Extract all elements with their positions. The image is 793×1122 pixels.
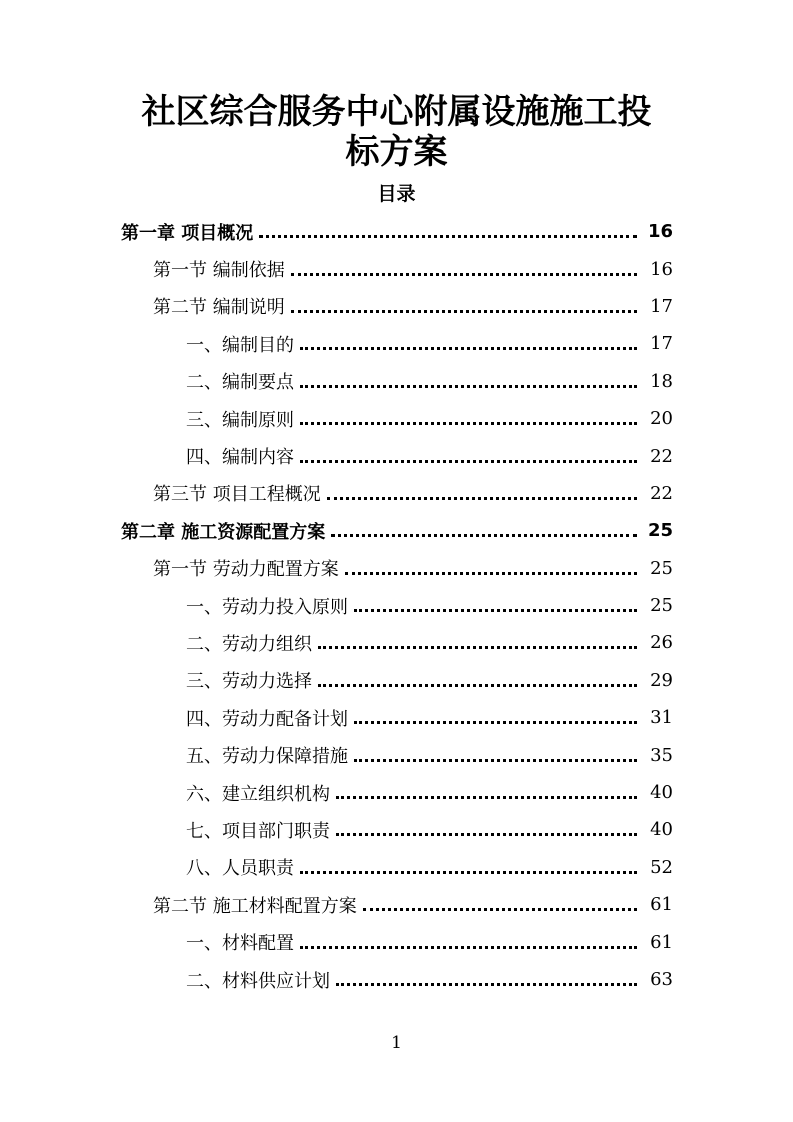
toc-subsection-entry[interactable] bbox=[0, 774, 793, 811]
toc-entry-label: 第一节 劳动力配置方案 bbox=[153, 559, 339, 581]
toc-subsection-entry[interactable] bbox=[0, 736, 793, 773]
toc-entry-page-number: 22 bbox=[650, 445, 673, 467]
toc-dot-leader bbox=[354, 721, 637, 724]
toc-entry-label: 三、编制原则 bbox=[186, 409, 294, 431]
toc-dot-leader bbox=[354, 609, 637, 612]
toc-subsection-entry[interactable] bbox=[0, 400, 793, 437]
toc-entry-label: 第一章 项目概况 bbox=[121, 222, 254, 244]
toc-entry-page-number: 40 bbox=[650, 782, 673, 804]
toc-entry-page-number: 25 bbox=[650, 557, 673, 579]
toc-entry-label: 二、材料供应计划 bbox=[186, 970, 330, 992]
toc-subsection-entry[interactable] bbox=[0, 811, 793, 848]
table-of-contents bbox=[0, 213, 793, 998]
toc-entry-label: 八、人员职责 bbox=[186, 858, 294, 880]
toc-dot-leader bbox=[300, 946, 637, 949]
toc-dot-leader bbox=[331, 534, 637, 537]
toc-dot-leader bbox=[345, 572, 637, 575]
toc-subsection-entry[interactable] bbox=[0, 437, 793, 474]
document-title-line-2: 标方案 bbox=[345, 132, 448, 172]
toc-dot-leader bbox=[336, 983, 637, 986]
toc-entry-page-number: 26 bbox=[650, 632, 673, 654]
toc-subsection-entry[interactable] bbox=[0, 849, 793, 886]
toc-entry-page-number: 61 bbox=[650, 931, 673, 953]
toc-entry-page-number: 16 bbox=[650, 258, 673, 280]
toc-entry-label: 第二章 施工资源配置方案 bbox=[121, 521, 326, 543]
toc-dot-leader bbox=[300, 871, 637, 874]
toc-subsection-entry[interactable] bbox=[0, 699, 793, 736]
toc-entry-page-number: 20 bbox=[650, 408, 673, 430]
toc-entry-label: 一、编制目的 bbox=[186, 334, 294, 356]
toc-entry-label: 三、劳动力选择 bbox=[186, 671, 312, 693]
toc-entry-label: 七、项目部门职责 bbox=[186, 820, 330, 842]
toc-chapter-entry[interactable] bbox=[0, 213, 793, 250]
toc-dot-leader bbox=[354, 759, 637, 762]
toc-entry-label: 一、劳动力投入原则 bbox=[186, 596, 348, 618]
toc-dot-leader bbox=[291, 310, 637, 313]
toc-subsection-entry[interactable] bbox=[0, 363, 793, 400]
toc-entry-page-number: 17 bbox=[650, 295, 673, 317]
toc-entry-page-number: 52 bbox=[650, 856, 673, 878]
toc-dot-leader bbox=[300, 347, 637, 350]
toc-entry-page-number: 16 bbox=[647, 221, 673, 243]
toc-entry-label: 一、材料配置 bbox=[186, 933, 294, 955]
toc-section-entry[interactable] bbox=[0, 475, 793, 512]
toc-entry-label: 四、劳动力配备计划 bbox=[186, 708, 348, 730]
toc-section-entry[interactable] bbox=[0, 886, 793, 923]
toc-entry-label: 五、劳动力保障措施 bbox=[186, 746, 348, 768]
toc-dot-leader bbox=[336, 796, 637, 799]
toc-entry-page-number: 17 bbox=[650, 333, 673, 355]
toc-entry-label: 第三节 项目工程概况 bbox=[153, 484, 321, 506]
toc-entry-page-number: 61 bbox=[650, 894, 673, 916]
toc-entry-label: 第二节 编制说明 bbox=[153, 297, 285, 319]
toc-dot-leader bbox=[318, 684, 637, 687]
toc-entry-page-number: 25 bbox=[647, 520, 673, 542]
toc-subsection-entry[interactable] bbox=[0, 325, 793, 362]
toc-dot-leader bbox=[327, 497, 637, 500]
toc-section-entry[interactable] bbox=[0, 250, 793, 287]
toc-entry-page-number: 35 bbox=[650, 744, 673, 766]
document-title-line-1: 社区综合服务中心附属设施施工投 bbox=[141, 92, 652, 132]
toc-dot-leader bbox=[363, 908, 637, 911]
page-number: 1 bbox=[391, 1033, 402, 1053]
toc-subsection-entry[interactable] bbox=[0, 662, 793, 699]
toc-dot-leader bbox=[300, 460, 637, 463]
toc-subsection-entry[interactable] bbox=[0, 923, 793, 960]
toc-entry-label: 六、建立组织机构 bbox=[186, 783, 330, 805]
document-title bbox=[0, 92, 793, 172]
toc-entry-page-number: 40 bbox=[650, 819, 673, 841]
toc-entry-label: 四、编制内容 bbox=[186, 447, 294, 469]
toc-dot-leader bbox=[291, 273, 637, 276]
toc-subsection-entry[interactable] bbox=[0, 587, 793, 624]
toc-dot-leader bbox=[300, 422, 637, 425]
toc-section-entry[interactable] bbox=[0, 550, 793, 587]
toc-entry-page-number: 18 bbox=[650, 370, 673, 392]
toc-entry-page-number: 25 bbox=[650, 595, 673, 617]
toc-dot-leader bbox=[318, 646, 637, 649]
toc-entry-label: 二、劳动力组织 bbox=[186, 633, 312, 655]
toc-subsection-entry[interactable] bbox=[0, 624, 793, 661]
toc-dot-leader bbox=[259, 235, 637, 238]
toc-entry-label: 第二节 施工材料配置方案 bbox=[153, 895, 357, 917]
toc-entry-label: 第一节 编制依据 bbox=[153, 260, 285, 282]
toc-entry-page-number: 63 bbox=[650, 969, 673, 990]
toc-chapter-entry[interactable] bbox=[0, 512, 793, 549]
toc-dot-leader bbox=[336, 833, 637, 836]
toc-entry-page-number: 29 bbox=[650, 669, 673, 691]
toc-section-entry[interactable] bbox=[0, 288, 793, 325]
toc-entry-label: 二、编制要点 bbox=[186, 372, 294, 394]
toc-entry-page-number: 31 bbox=[650, 707, 673, 729]
toc-heading: 目录 bbox=[377, 183, 416, 205]
toc-subsection-entry[interactable] bbox=[0, 961, 793, 998]
toc-dot-leader bbox=[300, 385, 637, 388]
toc-entry-page-number: 22 bbox=[650, 482, 673, 504]
